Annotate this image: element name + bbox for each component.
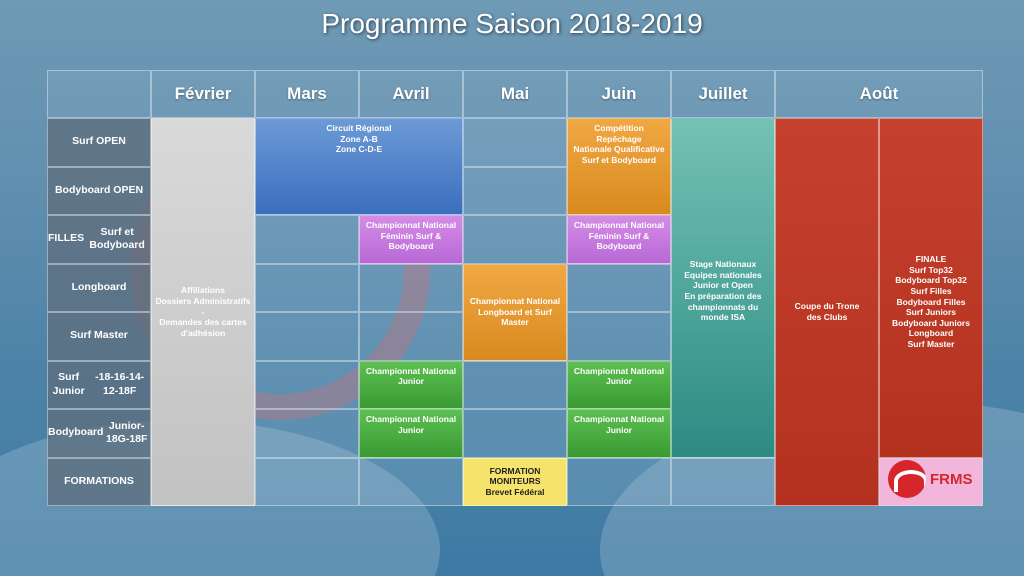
month-header-5: Juillet bbox=[671, 70, 775, 118]
grid-cell bbox=[463, 361, 567, 410]
event-line: Surf Juniors bbox=[905, 307, 957, 318]
grid-cell bbox=[255, 312, 359, 361]
grid-cell bbox=[359, 458, 463, 507]
event-line: Equipes nationales bbox=[684, 269, 762, 280]
grid-cell bbox=[463, 167, 567, 216]
grid-cell bbox=[255, 361, 359, 410]
event-line: Championnat National bbox=[573, 220, 665, 230]
grid-cell bbox=[567, 312, 671, 361]
event-bb-junior-avril[interactable] bbox=[359, 409, 463, 458]
event-line: Junior et Open bbox=[693, 280, 753, 291]
event-line: Surf Top32 bbox=[909, 264, 953, 275]
event-line: championnats du bbox=[687, 301, 759, 312]
header-corner bbox=[47, 70, 151, 118]
event-line: Nationale Qualificative bbox=[573, 144, 665, 155]
event-line: Junior bbox=[606, 424, 632, 435]
event-line: Demandes des cartes bbox=[159, 317, 247, 328]
event-line: Championnat National bbox=[365, 414, 457, 424]
event-line: monde ISA bbox=[700, 312, 746, 323]
event-line: Junior bbox=[398, 424, 424, 435]
event-line: Circuit Régional bbox=[326, 123, 392, 133]
event-line: Affiliations bbox=[181, 285, 225, 296]
event-line: Junior bbox=[398, 376, 424, 387]
event-affiliations[interactable] bbox=[151, 118, 255, 506]
grid-cell bbox=[359, 312, 463, 361]
event-junior-avril[interactable] bbox=[359, 361, 463, 410]
grid-cell bbox=[463, 118, 567, 167]
event-line: Championnat National bbox=[573, 414, 665, 424]
event-line: Bodyboard Juniors bbox=[892, 317, 970, 328]
event-feminin-juin[interactable] bbox=[567, 215, 671, 264]
event-line: Brevet Fédéral bbox=[485, 487, 545, 498]
event-line: Junior bbox=[606, 376, 632, 387]
grid-cell bbox=[463, 215, 567, 264]
month-header-6: Août bbox=[775, 70, 983, 118]
event-line: Bodyboard bbox=[388, 241, 434, 252]
month-header-1: Mars bbox=[255, 70, 359, 118]
event-line: Championnat National bbox=[365, 365, 457, 376]
row-label-3: Longboard bbox=[47, 264, 151, 313]
event-line: Zone C-D-E bbox=[335, 144, 383, 155]
event-line: Surf et Bodyboard bbox=[581, 154, 657, 165]
event-circuit[interactable] bbox=[255, 118, 463, 215]
grid-cell bbox=[255, 409, 359, 458]
event-line: Féminin Surf & bbox=[588, 230, 650, 241]
event-line: Compétition Repêchage bbox=[594, 123, 644, 144]
grid-cell bbox=[567, 264, 671, 313]
event-line: Surf Master bbox=[907, 339, 955, 349]
event-line: des Clubs bbox=[806, 312, 848, 322]
event-line: Championnat National bbox=[365, 220, 457, 230]
grid-cell bbox=[359, 264, 463, 313]
grid-cell bbox=[255, 458, 359, 507]
row-label-0: Surf OPEN bbox=[47, 118, 151, 167]
event-line: Championnat National bbox=[573, 365, 665, 376]
event-line: d'adhésion bbox=[180, 327, 226, 338]
event-coupe[interactable] bbox=[775, 118, 879, 506]
event-line: MONITEURS bbox=[489, 476, 541, 487]
event-line: Féminin Surf & bbox=[380, 230, 442, 241]
grid-cell bbox=[567, 458, 671, 507]
month-header-0: Février bbox=[151, 70, 255, 118]
event-line: Longboard bbox=[908, 328, 954, 339]
row-label-4: Surf Master bbox=[47, 312, 151, 361]
event-line: Bodyboard bbox=[596, 241, 642, 252]
frms-logo-text: FRMS bbox=[930, 470, 973, 488]
event-line: Zone A-B bbox=[340, 133, 378, 144]
event-line: Bodyboard Filles bbox=[896, 296, 966, 307]
event-line: Bodyboard Top32 bbox=[895, 275, 967, 286]
month-header-3: Mai bbox=[463, 70, 567, 118]
row-label-6: Bodyboard Junior-18G-18F bbox=[47, 409, 151, 458]
month-header-4: Juin bbox=[567, 70, 671, 118]
event-junior-juin[interactable] bbox=[567, 361, 671, 410]
month-header-2: Avril bbox=[359, 70, 463, 118]
row-label-5: Surf Junior -18-16-14-12-18F bbox=[47, 361, 151, 410]
event-line: En préparation des bbox=[684, 290, 762, 301]
event-line: Surf Filles bbox=[910, 285, 952, 296]
grid-cell bbox=[255, 264, 359, 313]
event-repechage[interactable] bbox=[567, 118, 671, 215]
event-line: Dossiers Administratifs bbox=[155, 296, 251, 307]
frms-wave-icon bbox=[888, 460, 926, 498]
event-longboard[interactable] bbox=[463, 264, 567, 361]
frms-logo bbox=[882, 452, 984, 506]
event-line: Longboard et Surf bbox=[478, 306, 552, 317]
event-line: FINALE bbox=[915, 254, 947, 264]
event-line: Coupe du Trone bbox=[794, 301, 860, 312]
grid-cell bbox=[463, 409, 567, 458]
page-title: Programme Saison 2018-2019 bbox=[321, 8, 703, 39]
grid-cell bbox=[255, 215, 359, 264]
row-label-2: FILLES Surf et Bodyboard bbox=[47, 215, 151, 264]
schedule-grid bbox=[47, 70, 985, 506]
row-label-7: FORMATIONS bbox=[47, 458, 151, 507]
event-line: Stage Nationaux bbox=[689, 259, 757, 269]
event-stage[interactable] bbox=[671, 118, 775, 458]
event-finale[interactable] bbox=[879, 118, 983, 458]
event-bb-junior-juin[interactable] bbox=[567, 409, 671, 458]
grid-cell bbox=[671, 458, 775, 507]
event-line: FORMATION bbox=[489, 465, 541, 476]
event-line: - bbox=[201, 306, 205, 317]
event-line: Master bbox=[501, 317, 529, 328]
event-line: Championnat National bbox=[469, 296, 561, 307]
event-feminin-avril[interactable] bbox=[359, 215, 463, 264]
event-formation[interactable] bbox=[463, 458, 567, 507]
row-label-1: Bodyboard OPEN bbox=[47, 167, 151, 216]
